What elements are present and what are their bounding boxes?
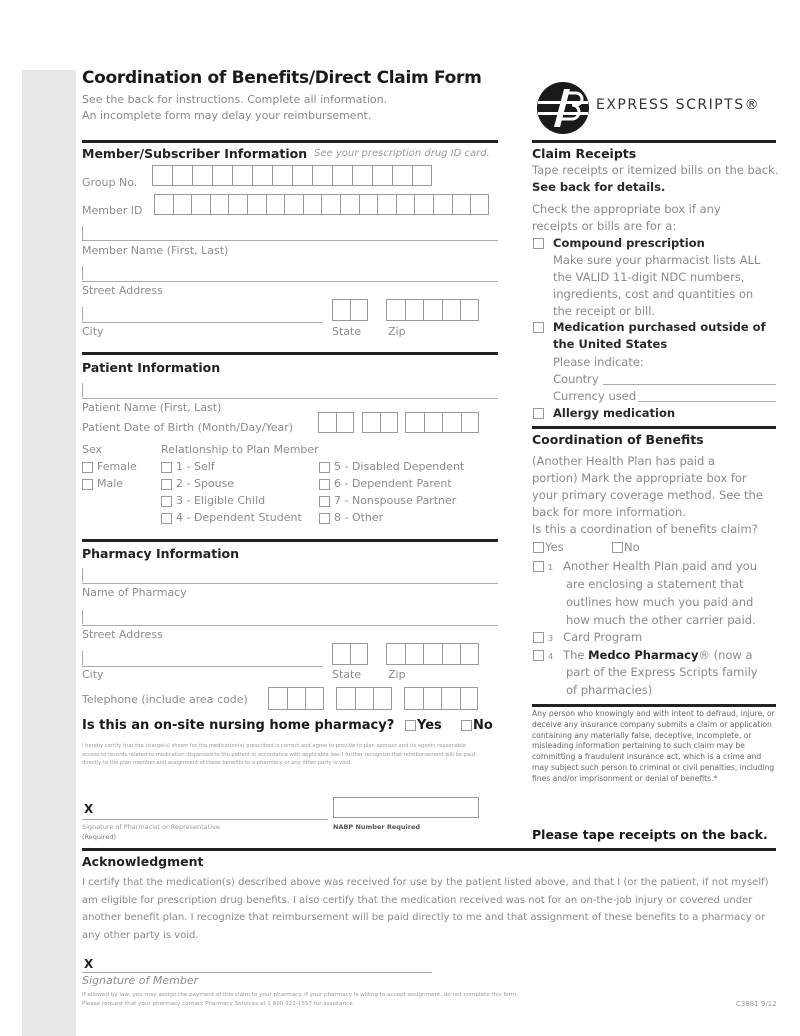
character-box[interactable] [392,165,412,186]
section-divider [532,140,776,143]
claim-receipts-heading: Claim Receipts [532,146,637,161]
character-box[interactable] [303,194,322,215]
footer-note-2: Please request that your pharmacy contact Pharmacy Services at 1 800 922-1557 for assistance. [82,1001,355,1007]
character-box[interactable] [350,643,368,665]
pharmacy-city-label: City [82,668,104,681]
character-box[interactable] [173,194,192,215]
medco-pharmacy-name: Medco Pharmacy [588,648,699,662]
option-label: 4 - Dependent Student [176,511,302,524]
pharmacy-zip-input[interactable] [386,643,479,665]
pharmacy-state-input[interactable] [332,643,368,665]
character-box[interactable] [268,687,287,710]
character-box[interactable] [191,194,210,215]
character-box[interactable] [377,194,396,215]
section-divider [82,539,498,542]
character-box[interactable] [359,194,378,215]
subtitle-line-1: See the back for instructions. Complete all information. [82,93,388,106]
character-box[interactable] [172,165,192,186]
subtitle-line-2: An incomplete form may delay your reimbursement. [82,109,372,122]
relationship-option[interactable] [161,511,302,524]
checkbox[interactable] [533,408,544,419]
option-label: Female [97,460,137,473]
checkbox[interactable] [319,462,330,473]
acknowledgment-heading: Acknowledgment [82,854,204,869]
member-heading-note: See your prescription drug ID card. [314,148,490,159]
character-box[interactable] [332,643,350,665]
pharmacy-street-label: Street Address [82,628,163,641]
cob-yes[interactable] [533,540,564,554]
checkbox[interactable] [161,496,172,507]
character-box[interactable] [460,299,479,321]
character-box[interactable] [318,412,336,433]
currency-input[interactable] [638,401,776,402]
checkbox[interactable] [533,322,544,333]
cob-desc: your primary coverage method. See the [532,488,763,502]
section-divider [82,848,776,851]
character-box[interactable] [460,687,479,710]
cob-option-4[interactable] [533,648,753,662]
receipts-line-2: See back for details. [532,180,666,194]
check-instruction-2: receipts or bills are for a: [532,219,677,233]
option-label: Another Health Plan paid and you [563,559,757,573]
field-tick [82,651,83,665]
compound-desc: ingredients, cost and quantities on [553,287,754,301]
pharmacy-name-input[interactable] [82,583,498,584]
character-box[interactable] [412,165,432,186]
character-box[interactable] [442,299,461,321]
acknowledgment-text: I certify that the medication(s) described above was received for use by the patient listed above, and that I (or the patient, if not myself) am eligible for prescription drug benefits. I also certify that the medication received was not for an on-the-job injury or covered under another benefit plan. I recognize that reimbursement will be paid directly to me and that assignment of these benefits to a pharmacy or any other party is void. [82,877,769,941]
character-box[interactable] [292,165,312,186]
member-street-label: Street Address [82,284,163,297]
character-box[interactable] [266,194,285,215]
member-signature-label: Signature of Member [82,974,199,987]
cob-option-1[interactable] [533,559,757,573]
option-label: Yes [417,718,442,733]
character-box[interactable] [336,687,355,710]
character-box[interactable] [380,412,398,433]
character-box[interactable] [441,687,460,710]
relationship-option[interactable] [319,511,383,524]
character-box[interactable] [405,643,424,665]
character-box[interactable] [340,194,359,215]
cob-option-1-desc: are enclosing a statement that [566,577,744,591]
character-box[interactable] [355,687,374,710]
group-no-input[interactable] [152,165,432,186]
group-no-label: Group No. [82,176,138,189]
checkbox[interactable] [612,542,623,553]
member-zip-label: Zip [388,325,406,338]
nursing-home-no[interactable] [461,718,493,733]
country-label: Country [553,372,599,386]
phone-prefix-input[interactable] [336,687,392,710]
character-box[interactable] [154,194,173,215]
character-box[interactable] [423,299,442,321]
character-box[interactable] [247,194,266,215]
character-box[interactable] [336,412,354,433]
character-box[interactable] [362,412,380,433]
character-box[interactable] [386,643,405,665]
member-state-input[interactable] [332,299,368,321]
cob-option-1-desc: outlines how much you paid and [566,595,754,609]
sex-option-female[interactable] [82,460,137,473]
member-name-label: Member Name (First, Last) [82,244,229,257]
pharmacy-state-label: State [332,668,362,681]
cob-option-4-desc: of pharmacies) [566,683,653,697]
telephone-label: Telephone (include area code) [82,693,248,706]
express-scripts-logo-icon [536,81,590,139]
compound-desc: the receipt or bill. [553,304,656,318]
cob-desc: back for more information. [532,505,686,519]
character-box[interactable] [321,194,340,215]
form-title: Coordination of Benefits/Direct Claim Form [82,68,482,88]
field-tick [82,610,83,624]
fraud-warning: Any person who knowingly and with intent to defraud, injure, or deceive any insurance company submits a claim or application containing any materially false, deceptive, incomplete, or misleading information pertaining to such claim may be committing a fraudulent insurance act, which is a crime and may subject such person to criminal or civil penalties, including fines and/or imprisonment or denial of benefits.* [532,709,775,783]
sex-option-male[interactable] [82,477,123,490]
dob-month-input[interactable] [318,412,354,433]
left-margin-stripe [22,70,76,1036]
section-divider [82,140,498,143]
option-label: 5 - Disabled Dependent [334,460,465,473]
cob-desc: portion) Mark the appropriate box for [532,471,747,485]
character-box[interactable] [442,412,461,433]
member-heading: Member/Subscriber Information [82,146,308,161]
option-label: 3 - Eligible Child [176,494,266,507]
checkbox[interactable] [533,238,544,249]
option-label: 8 - Other [334,511,384,524]
character-box[interactable] [423,687,442,710]
relationship-option[interactable] [319,477,452,490]
member-signature-x: X [84,957,94,971]
compound-desc: the VALID 11-digit NDC numbers, [553,270,745,284]
option-label: 2 - Spouse [176,477,235,490]
character-box[interactable] [192,165,212,186]
nabp-number-input[interactable] [333,797,479,818]
checkbox[interactable] [161,479,172,490]
cob-option-3[interactable] [533,630,642,644]
checkbox[interactable] [533,632,544,643]
member-state-label: State [332,325,362,338]
character-box[interactable] [284,194,303,215]
pharmacy-city-input[interactable] [82,666,322,667]
option-label: Yes [545,540,564,554]
checkbox[interactable] [319,479,330,490]
character-box[interactable] [350,299,368,321]
character-box[interactable] [460,643,479,665]
character-box[interactable] [332,165,352,186]
required-note: (Required) [82,833,117,841]
compound-desc: Make sure your pharmacist lists ALL [553,253,761,267]
relationship-option[interactable] [319,494,456,507]
tape-receipts-note: Please tape receipts on the back. [532,827,768,842]
option-label: 1 - Self [176,460,215,473]
logo-text: EXPRESS SCRIPTS® [596,97,761,113]
field-tick [82,226,83,240]
dob-day-input[interactable] [362,412,398,433]
option-label: ® (now a [698,648,753,662]
pharmacy-heading: Pharmacy Information [82,546,239,561]
checkbox[interactable] [533,561,544,572]
option-label: Compound prescription [553,236,705,250]
nursing-home-yes[interactable] [405,718,442,733]
character-box[interactable] [228,194,247,215]
option-label: The [563,648,589,662]
checkbox[interactable] [82,462,93,473]
pharmacy-street-input[interactable] [82,625,498,626]
relationship-label: Relationship to Plan Member [161,443,319,456]
sex-label: Sex [82,443,103,456]
character-box[interactable] [423,643,442,665]
character-box[interactable] [252,165,272,186]
member-street-input[interactable] [82,281,498,282]
character-box[interactable] [396,194,415,215]
checkbox[interactable] [405,720,416,731]
character-box[interactable] [470,194,489,215]
receipts-line-1: Tape receipts or itemized bills on the back. [532,163,779,177]
character-box[interactable] [452,194,471,215]
character-box[interactable] [405,412,424,433]
option-label: No [624,540,640,554]
character-box[interactable] [373,687,392,710]
character-box[interactable] [405,299,424,321]
nursing-home-question: Is this an on-site nursing home pharmacy? [82,718,395,733]
character-box[interactable] [152,165,172,186]
check-instruction-1: Check the appropriate box if any [532,202,721,216]
cob-question: Is this a coordination of benefits claim? [532,522,758,536]
pharmacy-name-label: Name of Pharmacy [82,586,187,599]
option-label: 6 - Dependent Parent [334,477,452,490]
character-box[interactable] [461,412,480,433]
allergy-option[interactable] [533,406,675,420]
character-box[interactable] [442,643,461,665]
option-label: No [473,718,493,733]
checkbox[interactable] [319,513,330,524]
checkbox[interactable] [82,479,93,490]
option-number: 3 [548,634,554,643]
patient-name-label: Patient Name (First, Last) [82,401,222,414]
relationship-option[interactable] [161,494,265,507]
nabp-label: NABP Number Required [333,823,421,831]
field-tick [82,568,83,582]
currency-label: Currency used [553,389,637,403]
cob-option-4-desc: part of the Express Scripts family [566,665,758,679]
member-id-input[interactable] [154,194,489,215]
option-label: Medication purchased outside of [553,320,766,334]
patient-heading: Patient Information [82,360,221,375]
section-divider [532,426,776,429]
member-signature-input[interactable] [82,972,432,973]
cob-option-1-desc: how much the other carrier paid. [566,613,756,627]
character-box[interactable] [210,194,229,215]
character-box[interactable] [404,687,423,710]
phone-area-input[interactable] [268,687,324,710]
character-box[interactable] [212,165,232,186]
checkbox[interactable] [161,462,172,473]
character-box[interactable] [232,165,252,186]
character-box[interactable] [424,412,443,433]
country-input[interactable] [603,384,776,385]
checkbox[interactable] [533,650,544,661]
character-box[interactable] [352,165,372,186]
section-divider [532,704,776,707]
checkbox[interactable] [533,542,544,553]
option-label: Male [97,477,124,490]
member-name-input[interactable] [82,240,498,241]
character-box[interactable] [305,687,324,710]
field-tick [82,383,83,397]
relationship-option[interactable] [161,460,215,473]
cob-no[interactable] [612,540,640,554]
form-code: C3881 9/12 [736,1000,777,1008]
character-box[interactable] [414,194,433,215]
footer-note-1: If allowed by law, you may assign the payment of this claim to your pharmacy. If your pharmacy is willing to accept assignment, do not complete this form. [82,992,519,998]
field-tick [82,266,83,280]
outside-us-option[interactable] [533,320,766,334]
option-number: 4 [548,652,554,661]
compound-prescription-option[interactable] [533,236,705,250]
checkbox[interactable] [161,513,172,524]
character-box[interactable] [433,194,452,215]
option-number: 1 [548,563,554,572]
please-indicate: Please indicate: [553,355,644,369]
phone-line-input[interactable] [404,687,478,710]
member-zip-input[interactable] [386,299,479,321]
character-box[interactable] [272,165,292,186]
pharmacist-certification-text: I hereby certify that the charge(s) shown for the medication(s) prescribed is correct and agree to provide to plan sponsor and its agents reasonable access to records related to medication dispensed to the patient in accordance with applicable law. I further recognize that reimbursement will be paid directly to the plan member and assignment of these benefits to a pharmacy or any other party is void. [82,743,475,766]
character-box[interactable] [386,299,405,321]
outside-us-label-2: the United States [553,337,668,351]
character-box[interactable] [332,299,350,321]
cob-heading: Coordination of Benefits [532,432,704,447]
character-box[interactable] [312,165,332,186]
relationship-option[interactable] [161,477,234,490]
character-box[interactable] [287,687,306,710]
checkbox[interactable] [319,496,330,507]
option-label: 7 - Nonspouse Partner [334,494,457,507]
character-box[interactable] [372,165,392,186]
patient-dob-label: Patient Date of Birth (Month/Day/Year) [82,421,294,434]
field-tick [82,307,83,321]
pharmacy-zip-label: Zip [388,668,406,681]
patient-name-input[interactable] [82,398,498,399]
pharmacist-signature-input[interactable] [82,819,328,820]
option-label: Card Program [563,630,643,644]
pharmacist-signature-label: Signature of Pharmacist or Representative [82,823,220,831]
section-divider [82,352,498,355]
member-city-label: City [82,325,104,338]
checkbox[interactable] [461,720,472,731]
member-id-label: Member ID [82,204,143,217]
relationship-option[interactable] [319,460,464,473]
option-label: Allergy medication [553,406,676,420]
dob-year-input[interactable] [405,412,479,433]
member-city-input[interactable] [82,322,322,323]
cob-desc: (Another Health Plan has paid a [532,454,716,468]
signature-x: X [84,802,94,816]
